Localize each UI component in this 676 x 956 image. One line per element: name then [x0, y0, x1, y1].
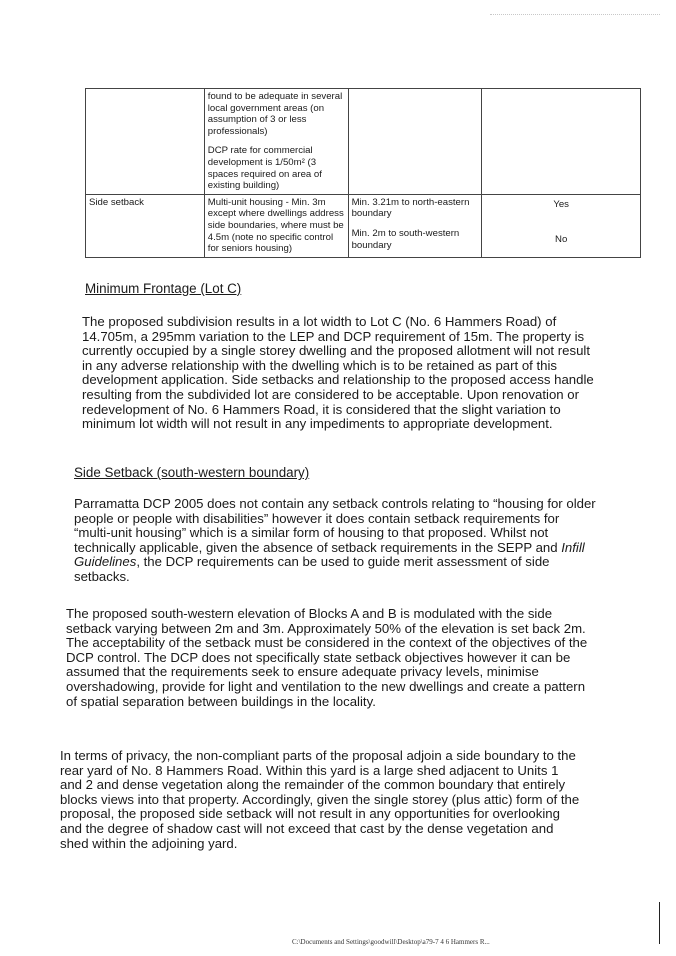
requirement-text-parking: found to be adequate in several local government areas (on assumption of 3 or less professionals) — [207, 91, 343, 137]
scan-margin-line — [659, 902, 660, 944]
paragraph-dcp-setback — [74, 497, 598, 585]
paragraph-privacy: In terms of privacy, the non-compliant parts of the proposal adjoin a side boundary to the rear yard of No. 8 Hammers Road. Within this yard is a large shed adjacent to Units 1 and 2 and dense vegetation along the remainder of the common boundary that entirely blocks views into that property. Accordingly, given the single storey (plus attic) form of the proposal, the proposed side setback will not result in any opportunities for overlooking and the degree of shadow cast will not exceed that cast by the dense vegetation and shed within the adjoining yard. — [60, 748, 580, 851]
paragraph-elevation: The proposed south-western elevation of Blocks A and B is modulated with the side setback varying between 2m and 3m. Approximately 50% of the elevation is set back 2m. The acceptability of the setback must be considered in the context of the objectives of the DCP control. The DCP does not specifically state setback objectives however it can be assumed that the requirements seek to ensure adequate privacy levels, minimise overshadowing, provide for light and ventilation to the new dwellings and create a pattern of spatial separation between buildings in the locality. — [66, 606, 588, 709]
table-cell-proposal — [348, 89, 482, 195]
assessment-table — [85, 88, 641, 258]
table-cell-control — [86, 89, 205, 195]
section-heading-minimum-frontage: Minimum Frontage (Lot C) — [85, 281, 242, 296]
table-cell-requirement — [204, 89, 348, 195]
table-row — [86, 89, 641, 195]
table-cell-compliance — [482, 89, 641, 195]
requirement-text-dcp-rate: DCP rate for commercial development is 1/50m² (3 spaces required on area of existing building) — [207, 145, 322, 192]
paragraph-text: Parramatta DCP 2005 does not contain any setback controls relating to “housing for older people or people with disabilities” however it does contain setback requirements for “multi-unit housing” which is a similar form of housing to that proposed. Whilst not technically applicable, given the absence of setback requirements in the SEPP and — [74, 496, 596, 555]
table-cell-requirement: Multi-unit housing - Min. 3m except where dwellings address side boundaries, where must be 4.5m (note no specific control for seniors housing) — [204, 194, 348, 257]
proposal-north-eastern: Min. 3.21m to north-eastern boundary — [351, 196, 470, 220]
scan-header-mark — [490, 14, 660, 17]
compliance-yes: Yes — [553, 198, 569, 210]
paragraph-minimum-frontage: The proposed subdivision results in a lot width to Lot C (No. 6 Hammers Road) of 14.705m, a 295mm variation to the LEP and DCP requirement of 15m. The property is currently occupied by a single storey dwelling and the proposed allotment will not result in any adverse relationship with the dwelling which is to be retained as part of this development application. Side setbacks and relationship to the proposed access handle resulting from the subdivided lot are considered to be acceptable. Upon renovation or redevelopment of No. 6 Hammers Road, it is considered that the slight variation to minimum lot width will not result in any impediments to appropriate development. — [82, 314, 594, 432]
table-cell-proposal — [348, 194, 482, 257]
compliance-no: No — [555, 234, 568, 246]
table-row — [86, 194, 641, 257]
paragraph-italic-term: Infill Guidelines — [74, 539, 585, 570]
proposal-south-western: Min. 2m to south-western boundary — [351, 227, 460, 251]
table-cell-compliance — [482, 194, 641, 257]
section-heading-side-setback: Side Setback (south-western boundary) — [74, 465, 310, 480]
table-cell-control: Side setback — [86, 194, 205, 257]
paragraph-text: , the DCP requirements can be used to guide merit assessment of side setbacks. — [74, 554, 550, 584]
footer-file-path: C:\Documents and Settings\goodwill\Desktop\a79-7 4 6 Hammers R... — [292, 938, 490, 946]
